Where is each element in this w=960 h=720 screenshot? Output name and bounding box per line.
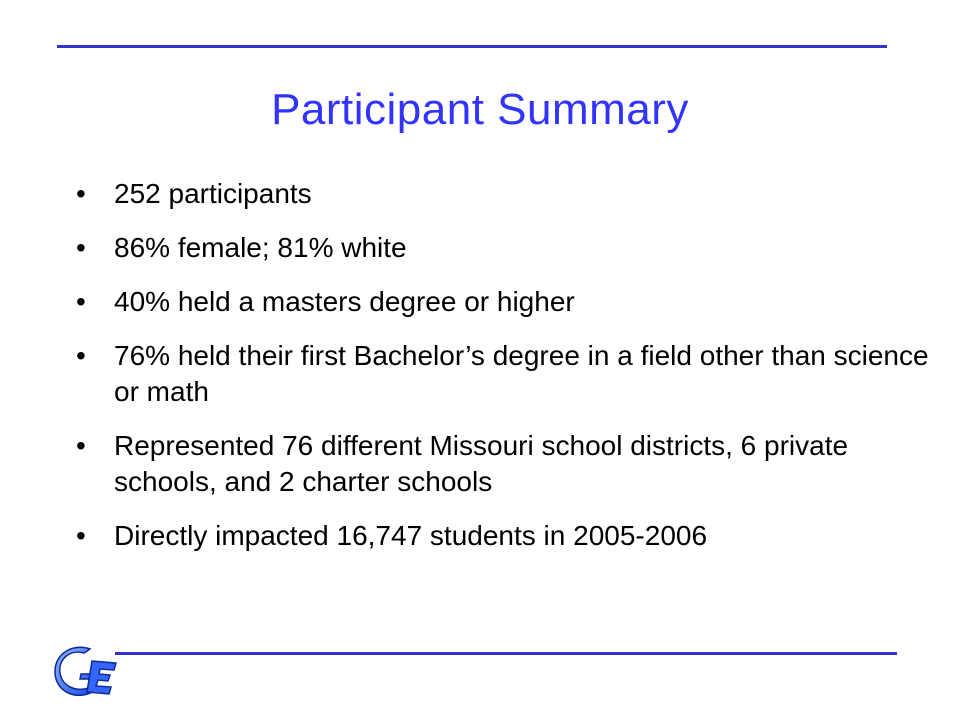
ge-logo-icon — [54, 643, 120, 699]
bullet-icon: • — [76, 178, 86, 209]
bullet-icon: • — [76, 520, 86, 551]
bullet-item — [76, 230, 936, 266]
bullet-icon: • — [76, 340, 86, 371]
bullet-item — [76, 518, 936, 554]
bullet-item — [76, 284, 936, 320]
bullet-text: Directly impacted 16,747 students in 2005-2006 — [114, 520, 708, 551]
bottom-divider — [115, 652, 897, 655]
bullet-item — [76, 428, 936, 500]
top-divider — [57, 45, 887, 48]
bullet-icon: • — [76, 286, 86, 317]
bullet-text: Represented 76 different Missouri school districts, 6 private schools, and 2 charter schools — [114, 430, 849, 497]
slide-title: Participant Summary — [271, 85, 689, 134]
bullet-icon: • — [76, 430, 86, 461]
bullet-text: 76% held their first Bachelor’s degree in a field other than science or math — [114, 340, 929, 407]
bullet-list — [76, 176, 936, 572]
bullet-item — [76, 176, 936, 212]
bullet-text: 252 participants — [114, 178, 312, 209]
bullet-text: 86% female; 81% white — [114, 232, 407, 263]
bullet-item — [76, 338, 936, 410]
bullet-icon: • — [76, 232, 86, 263]
bullet-text: 40% held a masters degree or higher — [114, 286, 575, 317]
